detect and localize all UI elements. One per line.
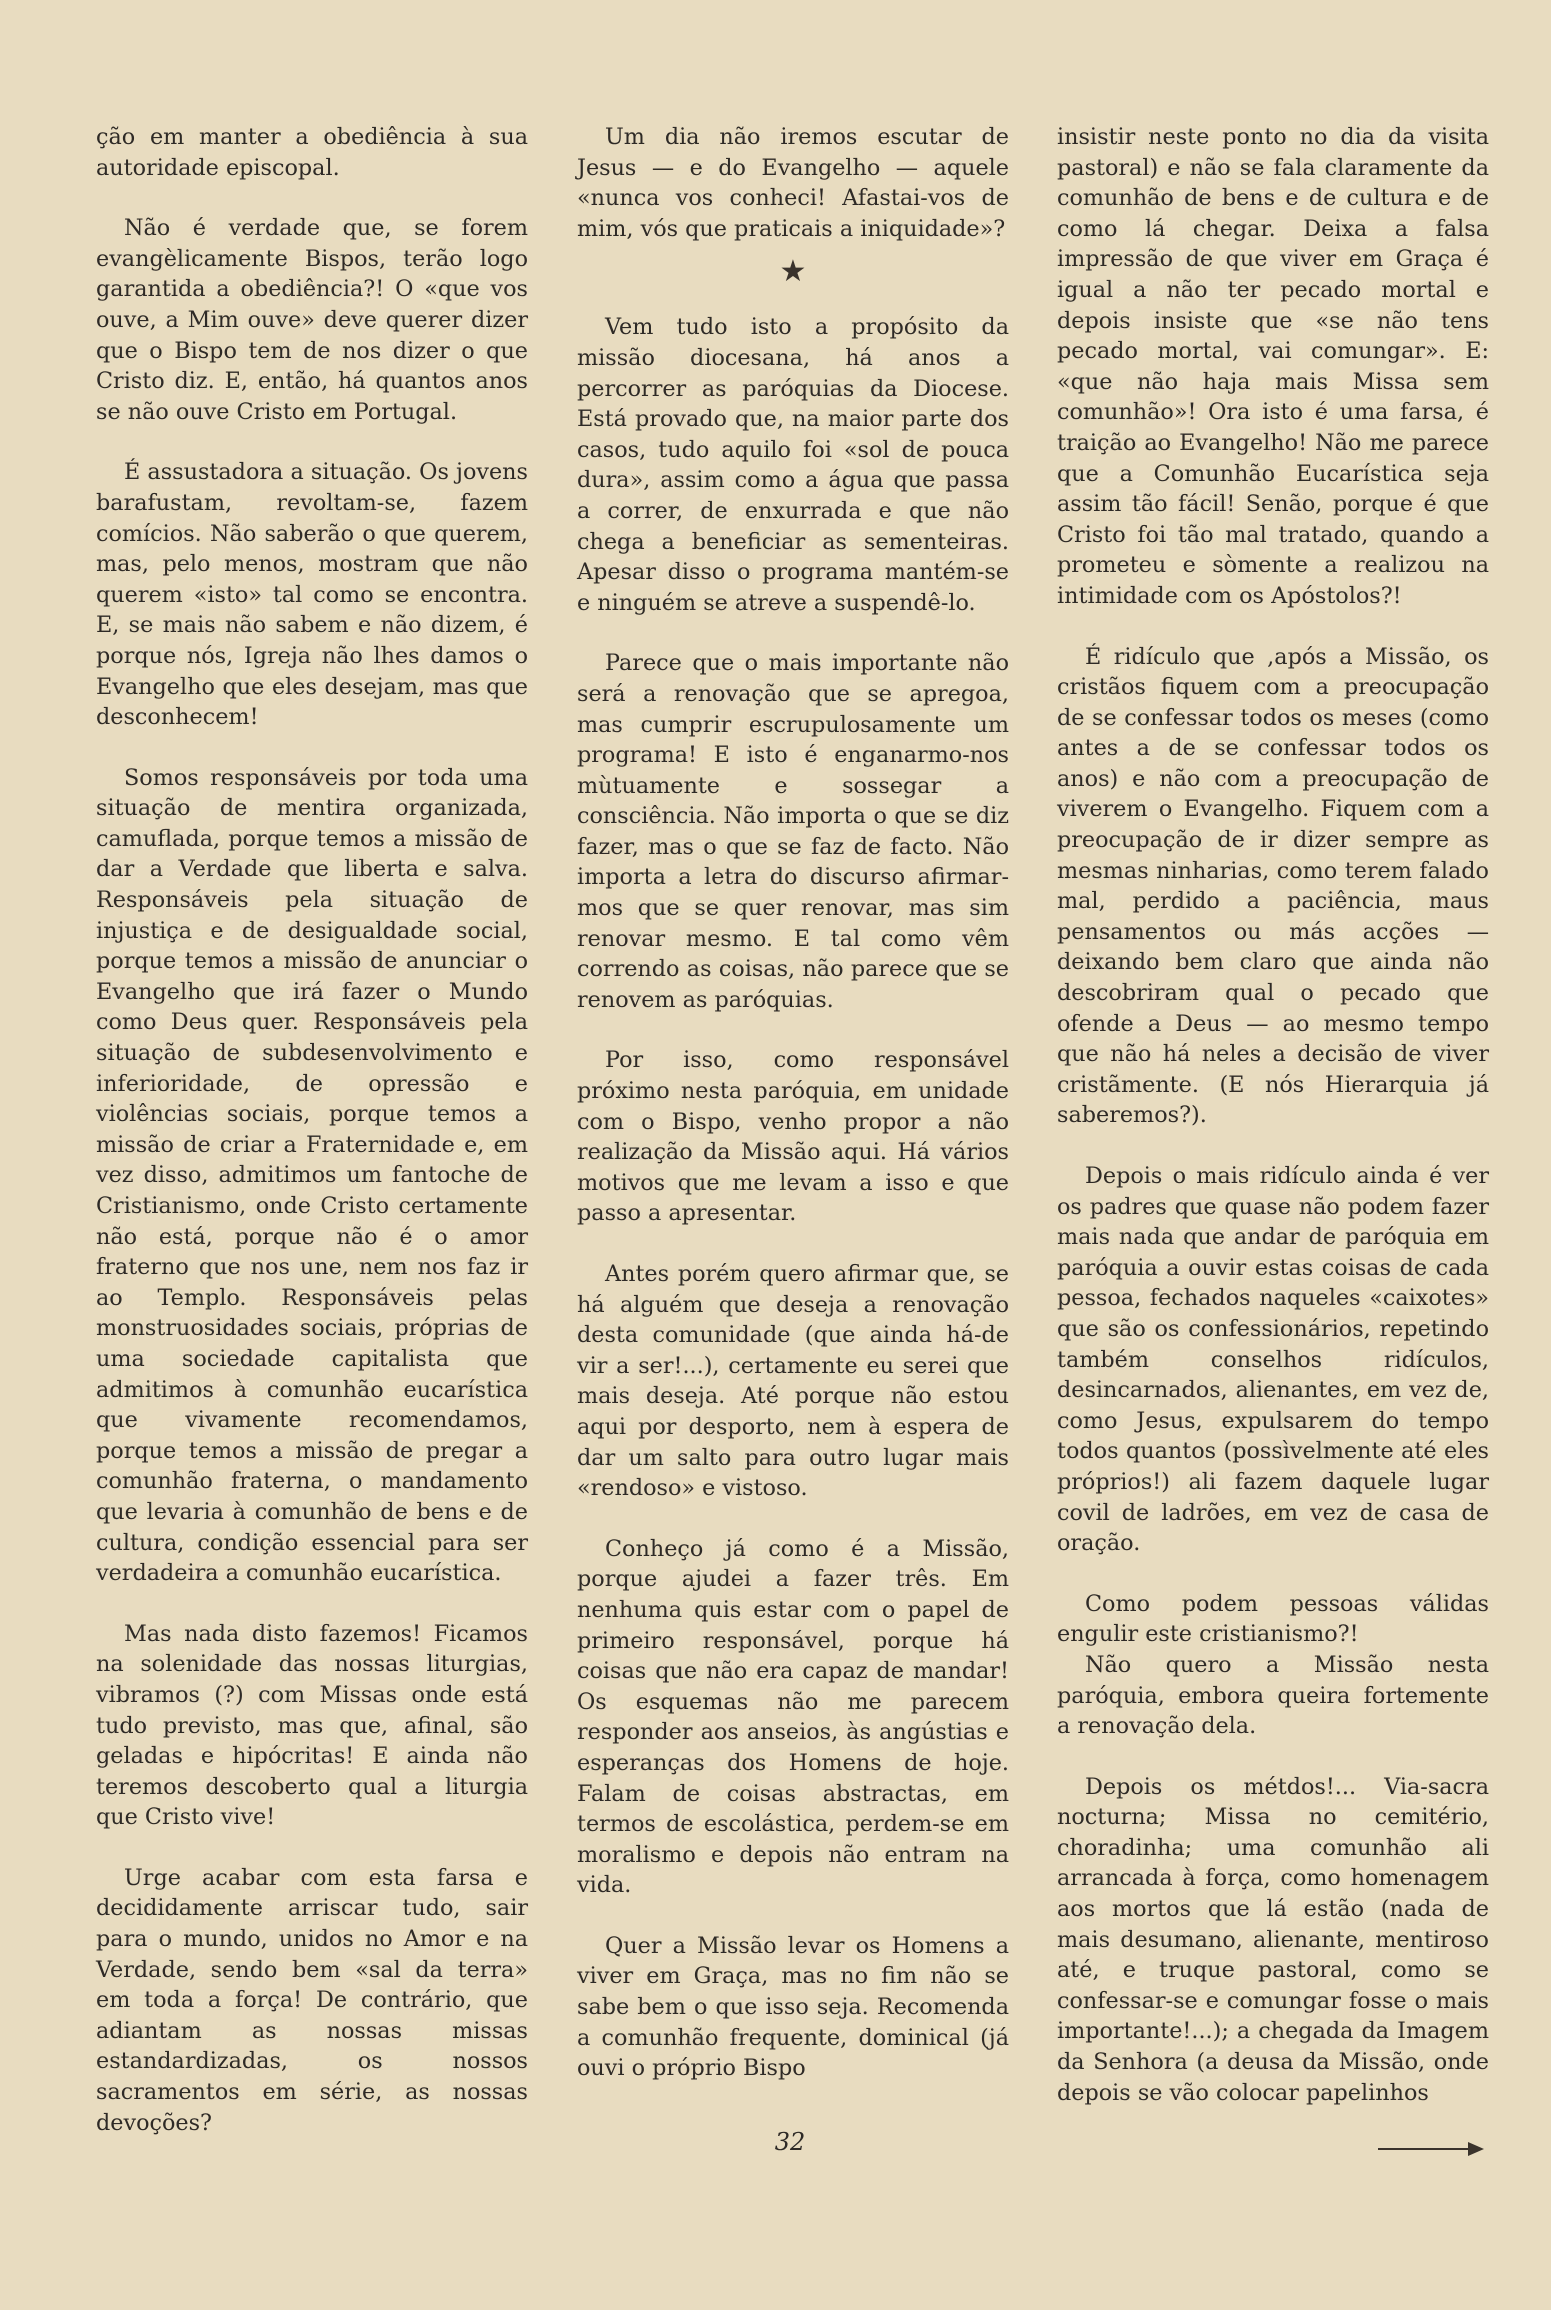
paragraph: Não é verdade que, se forem evangèlicamente Bispos, terão logo garantida a obediência?! O «que vos ouve, a Mim ouve» deve querer dizer que o Bispo tem de nos dizer o que Cristo diz. E, então, há quantos anos se não ouve Cristo em Portugal. — [96, 215, 528, 425]
paragraph: Parece que o mais importante não será a renovação que se apregoa, mas cumprir escrupulosamente um programa! E isto é enganarmo-nos mùtuamente e sossegar a consciência. Não importa o que se diz fazer, mas o que se faz de facto. Não importa a letra do discurso afirmar-mos que se quer renovar, mas sim renovar mesmo. E tal como vêm correndo as coisas, não parece que se renovem as paróquias. — [577, 650, 1009, 1013]
paragraph: É assustadora a situação. Os jovens barafustam, revoltam-se, fazem comícios. Não saberão o que querem, mas, pelo menos, mostram que não querem «isto» tal como se encontra. E, se mais não sabem e não dizem, é porque nós, Igreja não lhes damos o Evangelho que eles desejam, mas que desconhecem! — [96, 459, 528, 731]
paragraph: insistir neste ponto no dia da visita pastoral) e não se fala claramente da comunhão de bens e de cultura e de como lá chegar. Deixa a falsa impressão de que viver em Graça é igual a não ter pecado mortal e depois insiste que «se não tens pecado mortal, vai comungar». E: «que não haja mais Missa sem comunhão»! Ora isto é uma farsa, é traição ao Evangelho! Não me parece que a Comunhão Eucarística seja assim tão fácil! Senão, porque é que Cristo foi tão mal tratado, quando a prometeu e sòmente a realizou na intimidade com os Apóstolos?! — [1057, 124, 1489, 609]
page-number: 32 — [774, 2128, 806, 2156]
paragraph: Um dia não iremos escutar de Jesus — e do Evangelho — aquele «nunca vos conheci! Afastai-vos de mim, vós que praticais a iniquidade»? — [577, 124, 1009, 242]
paragraph: Depois o mais ridículo ainda é ver os padres que quase não podem fazer mais nada que andar de paróquia em paróquia a ouvir estas coisas de cada pessoa, fechados naqueles «caixotes» que são os confessionários, repetindo também conselhos ridículos, desincarnados, alienantes, em vez de, como Jesus, expulsarem do tempo todos quantos (possìvelmente até eles próprios!) ali fazem daquele lugar covil de ladrões, em vez de casa de oração. — [1057, 1163, 1489, 1557]
paragraph: ção em manter a obediência à sua autoridade episcopal. — [96, 124, 528, 181]
paragraph: Antes porém quero afirmar que, se há alguém que deseja a renovação desta comunidade (que ainda há-de vir a ser!...), certamente eu serei que mais deseja. Até porque não estou aqui por desporto, nem à espera de dar um salto para outro lugar mais «rendoso» e vistoso. — [577, 1261, 1009, 1502]
paragraph: Mas nada disto fazemos! Ficamos na solenidade das nossas liturgias, vibramos (?) com Missas onde está tudo previsto, mas que, afinal, são geladas e hipócritas! E ainda não teremos descoberto qual a liturgia que Cristo vive! — [96, 1620, 528, 1831]
section-separator-star-icon: ★ — [779, 254, 807, 290]
paragraph: Como podem pessoas válidas engulir este cristianismo?! — [1057, 1590, 1489, 1648]
paragraph: Não quero a Missão nesta paróquia, embora queira fortemente a renovação dela. — [1057, 1651, 1489, 1740]
text-column-2 — [577, 122, 1009, 2114]
text-column-3 — [1057, 122, 1489, 2138]
paragraph: Conheço já como é a Missão, porque ajudei a fazer três. Em nenhuma quis estar com o papel de primeiro responsável, porque há coisas que não era capaz de mandar! Os esquemas não me parecem responder aos anseios, às angústias e esperanças dos Homens de hoje. Falam de coisas abstractas, em termos de escolástica, perdem-se em moralismo e depois não entram na vida. — [577, 1535, 1009, 1899]
paragraph: Somos responsáveis por toda uma situação de mentira organizada, camuflada, porque temos a missão de dar a Verdade que liberta e salva. Responsáveis pela situação de injustiça e de desigualdade social, porque temos a missão de anunciar o Evangelho que irá fazer o Mundo como Deus quer. Responsáveis pela situação de subdesenvolvimento e inferioridade, de opressão e violências sociais, porque temos a missão de criar a Fraternidade e, em vez disso, admitimos um fantoche de Cristianismo, onde Cristo certamente não está, porque não é o amor fraterno que nos une, nem nos faz ir ao Templo. Responsáveis pelas monstruosidades sociais, próprias de uma sociedade capitalista que admitimos à comunhão eucarística que vivamente recomendamos, porque temos a missão de pregar a comunhão fraterna, o mandamento que levaria à comunhão de bens e de cultura, condição essencial para ser verdadeira a comunhão eucarística. — [96, 764, 528, 1587]
paragraph: Vem tudo isto a propósito da missão diocesana, há anos a percorrer as paróquias da Diocese. Está provado que, na maior parte dos casos, tudo aquilo foi «sol de pouca dura», assim como a água que passa a correr, de enxurrada e que não chega a beneficiar as sementeiras. Apesar disso o programa mantém-se e ninguém se atreve a suspendê-lo. — [577, 314, 1009, 616]
paragraph: Por isso, como responsável próximo nesta paróquia, em unidade com o Bispo, venho propor a não realização da Missão aqui. Há vários motivos que me levam a isso e que passo a apresentar. — [577, 1047, 1009, 1227]
text-column-1 — [96, 122, 528, 2168]
paragraph: Depois os métdos!... Via-sacra nocturna; Missa no cemitério, choradinha; uma comunhão ali arrancada à força, como homenagem aos mortos que lá estão (nada de mais desumano, alienante, mentiroso até, e truque pastoral, como se confessar-se e comungar fosse o mais importante!...); a chegada da Imagem da Senhora (a deusa da Missão, onde depois se vão colocar papelinhos — [1057, 1773, 1489, 2106]
paragraph: Urge acabar com esta farsa e decididamente arriscar tudo, sair para o mundo, unidos no Amor e na Verdade, sendo bem «sal da terra» em toda a força! De contrário, que adiantam as nossas missas estandardizadas, os nossos sacramentos em série, as nossas devoções? — [96, 1864, 528, 2136]
paragraph: É ridículo que ,após a Missão, os cristãos fiquem com a preocupação de se confessar todos os meses (como antes a de se confessar todos os anos) e não com a preocupação de viverem o Evangelho. Fiquem com a preocupação de ir dizer sempre as mesmas ninharias, como terem falado mal, perdido a paciência, maus pensamentos ou más acções — deixando bem claro que ainda não descobriram qual o pecado que ofende a Deus — ao mesmo tempo que não há neles a decisão de viver cristãmente. (E nós Hierarquia já saberemos?). — [1057, 643, 1489, 1129]
paragraph: Quer a Missão levar os Homens a viver em Graça, mas no fim não se sabe bem o que isso seja. Recomenda a comunhão frequente, dominical (já ouvi o próprio Bispo — [577, 1932, 1009, 2082]
